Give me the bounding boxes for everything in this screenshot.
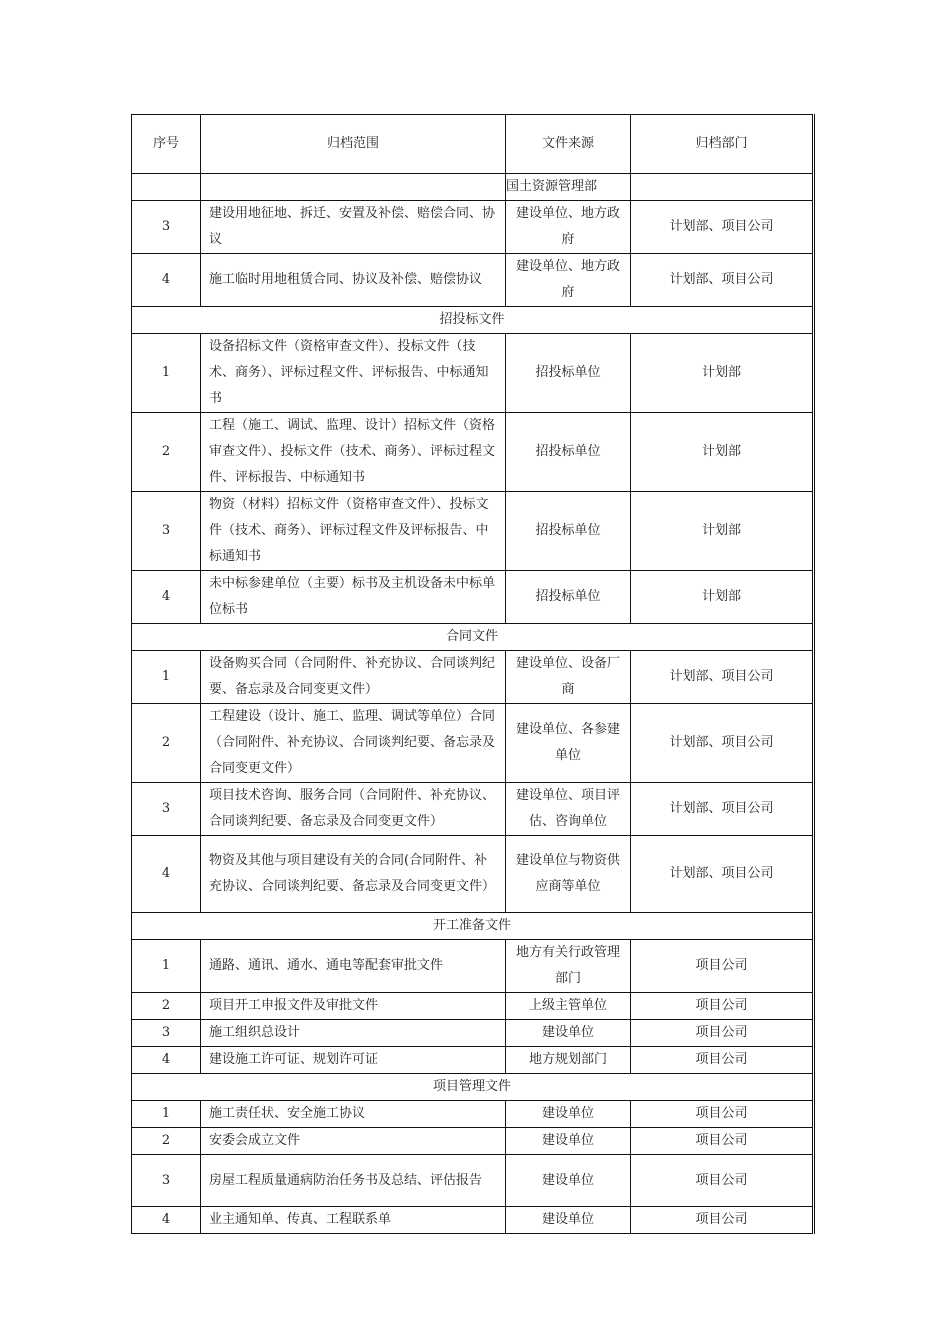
row-source: 建设单位、各参建单位 [506, 704, 631, 783]
row-source: 地方规划部门 [506, 1047, 631, 1074]
row-seq: 2 [132, 704, 201, 783]
section-row [132, 1074, 814, 1101]
row-scope: 工程（施工、调试、监理、设计）招标文件（资格审查文件）、投标文件（技术、商务）、评标过程文件、评标报告、中标通知书 [201, 413, 506, 492]
row-dept: 项目公司 [631, 1155, 814, 1207]
table-body [132, 174, 814, 1234]
header-scope: 归档范围 [201, 115, 506, 174]
row-scope: 业主通知单、传真、工程联系单 [201, 1207, 506, 1234]
table-row [132, 201, 814, 254]
row-dept: 项目公司 [631, 1020, 814, 1047]
row-scope: 设备购买合同（合同附件、补充协议、合同谈判纪要、备忘录及合同变更文件） [201, 651, 506, 704]
row-scope: 设备招标文件（资格审查文件）、投标文件（技术、商务）、评标过程文件、评标报告、中标通知书 [201, 334, 506, 413]
section-title: 开工准备文件 [132, 913, 814, 940]
table-row [132, 1047, 814, 1074]
row-source: 招投标单位 [506, 492, 631, 571]
row-dept: 项目公司 [631, 1128, 814, 1155]
row-source: 建设单位 [506, 1155, 631, 1207]
row-source: 建设单位、地方政府 [506, 201, 631, 254]
row-seq: 3 [132, 492, 201, 571]
row-source: 建设单位、设备厂商 [506, 651, 631, 704]
section-row [132, 624, 814, 651]
table-row [132, 413, 814, 492]
row-scope: 物资（材料）招标文件（资格审查文件）、投标文件（技术、商务）、评标过程文件及评标报告、中标通知书 [201, 492, 506, 571]
row-dept: 计划部 [631, 334, 814, 413]
row-scope: 房屋工程质量通病防治任务书及总结、评估报告 [201, 1155, 506, 1207]
row-seq: 1 [132, 651, 201, 704]
row-scope: 施工组织总设计 [201, 1020, 506, 1047]
row-seq [132, 174, 201, 201]
row-scope: 施工责任状、安全施工协议 [201, 1101, 506, 1128]
row-scope: 安委会成立文件 [201, 1128, 506, 1155]
table-row [132, 1128, 814, 1155]
row-source: 地方有关行政管理部门 [506, 940, 631, 993]
header-row [132, 115, 814, 174]
row-scope [201, 174, 506, 201]
row-dept: 计划部、项目公司 [631, 201, 814, 254]
table-row [132, 1155, 814, 1207]
row-scope: 建设用地征地、拆迁、安置及补偿、赔偿合同、协议 [201, 201, 506, 254]
row-scope: 未中标参建单位（主要）标书及主机设备未中标单位标书 [201, 571, 506, 624]
row-dept: 计划部 [631, 492, 814, 571]
row-dept: 计划部、项目公司 [631, 783, 814, 836]
row-source: 招投标单位 [506, 413, 631, 492]
row-seq: 2 [132, 413, 201, 492]
header-source: 文件来源 [506, 115, 631, 174]
table-row [132, 1101, 814, 1128]
row-scope: 建设施工许可证、规划许可证 [201, 1047, 506, 1074]
table-row [132, 993, 814, 1020]
row-dept: 计划部、项目公司 [631, 254, 814, 307]
row-dept: 项目公司 [631, 940, 814, 993]
row-dept: 计划部 [631, 413, 814, 492]
section-title: 合同文件 [132, 624, 814, 651]
row-source: 建设单位、地方政府 [506, 254, 631, 307]
row-dept: 项目公司 [631, 1207, 814, 1234]
row-source: 建设单位 [506, 1128, 631, 1155]
row-dept: 计划部、项目公司 [631, 836, 814, 913]
row-source: 建设单位 [506, 1207, 631, 1234]
row-seq: 1 [132, 1101, 201, 1128]
row-seq: 4 [132, 1047, 201, 1074]
row-seq: 3 [132, 201, 201, 254]
row-source: 上级主管单位 [506, 993, 631, 1020]
row-source: 国土资源管理部 [506, 174, 631, 201]
table-row [132, 940, 814, 993]
row-dept: 计划部 [631, 571, 814, 624]
row-source: 建设单位 [506, 1020, 631, 1047]
row-seq: 1 [132, 940, 201, 993]
row-scope: 通路、通讯、通水、通电等配套审批文件 [201, 940, 506, 993]
row-dept: 项目公司 [631, 1101, 814, 1128]
row-seq: 3 [132, 1020, 201, 1047]
table-row [132, 1020, 814, 1047]
table-row [132, 651, 814, 704]
row-source: 建设单位 [506, 1101, 631, 1128]
row-seq: 1 [132, 334, 201, 413]
table-row [132, 571, 814, 624]
table-row [132, 492, 814, 571]
row-seq: 4 [132, 836, 201, 913]
table-row [132, 783, 814, 836]
row-scope: 项目开工申报文件及审批文件 [201, 993, 506, 1020]
table-row [132, 334, 814, 413]
section-title: 项目管理文件 [132, 1074, 814, 1101]
table-row [132, 1207, 814, 1234]
header-dept: 归档部门 [631, 115, 814, 174]
row-source: 招投标单位 [506, 571, 631, 624]
row-scope: 项目技术咨询、服务合同（合同附件、补充协议、合同谈判纪要、备忘录及合同变更文件） [201, 783, 506, 836]
row-dept: 计划部、项目公司 [631, 651, 814, 704]
row-source: 建设单位、项目评估、咨询单位 [506, 783, 631, 836]
section-row [132, 913, 814, 940]
row-dept: 计划部、项目公司 [631, 704, 814, 783]
row-dept: 项目公司 [631, 1047, 814, 1074]
row-source: 招投标单位 [506, 334, 631, 413]
section-title: 招投标文件 [132, 307, 814, 334]
row-seq: 4 [132, 571, 201, 624]
row-scope: 施工临时用地租赁合同、协议及补偿、赔偿协议 [201, 254, 506, 307]
row-dept: 项目公司 [631, 993, 814, 1020]
table-row [132, 174, 814, 201]
row-seq: 4 [132, 254, 201, 307]
row-scope: 工程建设（设计、施工、监理、调试等单位）合同（合同附件、补充协议、合同谈判纪要、备忘录及合同变更文件） [201, 704, 506, 783]
row-scope: 物资及其他与项目建设有关的合同(合同附件、补充协议、合同谈判纪要、备忘录及合同变更文件） [201, 836, 506, 913]
row-seq: 4 [132, 1207, 201, 1234]
header-seq: 序号 [132, 115, 201, 174]
archive-table [131, 114, 815, 1234]
section-row [132, 307, 814, 334]
row-seq: 2 [132, 993, 201, 1020]
table-row [132, 254, 814, 307]
table-row [132, 836, 814, 913]
row-seq: 3 [132, 783, 201, 836]
row-source: 建设单位与物资供应商等单位 [506, 836, 631, 913]
table-row [132, 704, 814, 783]
row-seq: 2 [132, 1128, 201, 1155]
row-seq: 3 [132, 1155, 201, 1207]
row-dept [631, 174, 814, 201]
